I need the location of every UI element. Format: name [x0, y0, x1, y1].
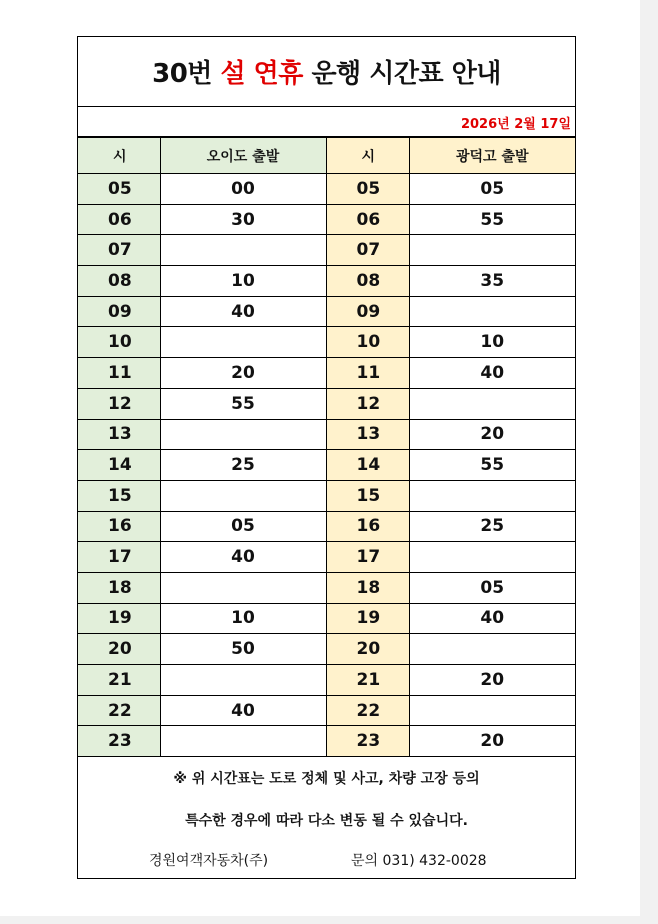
title-holiday: 설 연휴 — [220, 59, 303, 89]
hour-cell-right: 11 — [326, 358, 409, 389]
hour-cell-right: 16 — [326, 511, 409, 542]
departure-cell-gwangdeok: 40 — [409, 603, 575, 634]
table-row — [78, 388, 575, 419]
departure-cell-oido: 40 — [160, 542, 326, 573]
hour-cell-left: 17 — [78, 542, 160, 573]
table-row — [78, 665, 575, 696]
departure-cell-oido — [160, 235, 326, 266]
departure-cell-gwangdeok — [409, 542, 575, 573]
table-row — [78, 634, 575, 665]
departure-cell-gwangdeok: 35 — [409, 266, 575, 297]
timetable-sheet — [77, 36, 576, 879]
hour-cell-right: 12 — [326, 388, 409, 419]
title-rest: 운행 시간표 안내 — [302, 59, 501, 89]
table-row — [78, 204, 575, 235]
table-row — [78, 266, 575, 297]
departure-cell-gwangdeok: 05 — [409, 572, 575, 603]
timetable — [78, 137, 575, 757]
hour-cell-left: 13 — [78, 419, 160, 450]
departure-cell-oido: 05 — [160, 511, 326, 542]
timetable-header-row — [78, 138, 575, 174]
hour-cell-left: 19 — [78, 603, 160, 634]
hour-cell-right: 23 — [326, 726, 409, 757]
departure-cell-gwangdeok: 20 — [409, 726, 575, 757]
header-gwangdeok-departure: 광덕고 출발 — [409, 138, 575, 174]
hour-cell-left: 15 — [78, 480, 160, 511]
hour-cell-left: 07 — [78, 235, 160, 266]
hour-cell-left: 12 — [78, 388, 160, 419]
hour-cell-right: 08 — [326, 266, 409, 297]
departure-cell-oido — [160, 419, 326, 450]
hour-cell-right: 18 — [326, 572, 409, 603]
table-row — [78, 174, 575, 205]
departure-cell-gwangdeok: 10 — [409, 327, 575, 358]
table-row — [78, 603, 575, 634]
window-edge — [640, 0, 658, 924]
hour-cell-left: 09 — [78, 296, 160, 327]
table-row — [78, 419, 575, 450]
header-hour-right: 시 — [326, 138, 409, 174]
hour-cell-right: 17 — [326, 542, 409, 573]
hour-cell-left: 23 — [78, 726, 160, 757]
departure-cell-oido: 20 — [160, 358, 326, 389]
hour-cell-right: 15 — [326, 480, 409, 511]
departure-cell-oido: 40 — [160, 695, 326, 726]
hour-cell-left: 14 — [78, 450, 160, 481]
table-row — [78, 511, 575, 542]
table-row — [78, 296, 575, 327]
hour-cell-right: 06 — [326, 204, 409, 235]
notice-line-1: ※ 위 시간표는 도로 정체 및 사고, 차량 고장 등의 — [173, 771, 480, 787]
hour-cell-right: 21 — [326, 665, 409, 696]
departure-cell-gwangdeok: 20 — [409, 665, 575, 696]
departure-cell-oido — [160, 665, 326, 696]
page-title — [78, 37, 575, 107]
header-oido-departure: 오이도 출발 — [160, 138, 326, 174]
hour-cell-right: 19 — [326, 603, 409, 634]
hour-cell-right: 13 — [326, 419, 409, 450]
hour-cell-left: 21 — [78, 665, 160, 696]
departure-cell-oido: 25 — [160, 450, 326, 481]
departure-cell-oido — [160, 327, 326, 358]
contact-phone: 문의 031) 432-0028 — [351, 853, 487, 869]
departure-cell-oido — [160, 572, 326, 603]
hour-cell-right: 10 — [326, 327, 409, 358]
table-row — [78, 480, 575, 511]
departure-cell-oido: 10 — [160, 603, 326, 634]
departure-cell-gwangdeok: 55 — [409, 450, 575, 481]
table-row — [78, 358, 575, 389]
hour-cell-left: 05 — [78, 174, 160, 205]
departure-cell-oido: 00 — [160, 174, 326, 205]
departure-cell-gwangdeok: 55 — [409, 204, 575, 235]
hour-cell-right: 22 — [326, 695, 409, 726]
hour-cell-left: 10 — [78, 327, 160, 358]
date-row — [78, 107, 575, 137]
table-row — [78, 726, 575, 757]
hour-cell-right: 07 — [326, 235, 409, 266]
table-row — [78, 542, 575, 573]
departure-cell-oido — [160, 480, 326, 511]
departure-cell-gwangdeok — [409, 480, 575, 511]
table-row — [78, 572, 575, 603]
hour-cell-left: 16 — [78, 511, 160, 542]
hour-cell-left: 22 — [78, 695, 160, 726]
hour-cell-right: 05 — [326, 174, 409, 205]
hour-cell-left: 11 — [78, 358, 160, 389]
hour-cell-right: 20 — [326, 634, 409, 665]
departure-cell-gwangdeok — [409, 388, 575, 419]
departure-cell-gwangdeok — [409, 235, 575, 266]
departure-cell-oido: 40 — [160, 296, 326, 327]
hour-cell-right: 09 — [326, 296, 409, 327]
departure-cell-gwangdeok: 25 — [409, 511, 575, 542]
departure-cell-gwangdeok — [409, 634, 575, 665]
hour-cell-left: 06 — [78, 204, 160, 235]
departure-cell-gwangdeok — [409, 296, 575, 327]
departure-cell-oido: 10 — [160, 266, 326, 297]
hour-cell-left: 08 — [78, 266, 160, 297]
table-row — [78, 327, 575, 358]
departure-cell-oido: 55 — [160, 388, 326, 419]
departure-cell-oido: 50 — [160, 634, 326, 665]
departure-cell-gwangdeok: 20 — [409, 419, 575, 450]
title-route: 30번 — [152, 59, 221, 89]
effective-date: 2026년 2월 17일 — [460, 117, 571, 132]
departure-cell-gwangdeok: 05 — [409, 174, 575, 205]
hour-cell-left: 18 — [78, 572, 160, 603]
hour-cell-right: 14 — [326, 450, 409, 481]
hour-cell-left: 20 — [78, 634, 160, 665]
departure-cell-oido — [160, 726, 326, 757]
company-name: 경원여객자동차(주) — [149, 853, 269, 869]
table-row — [78, 695, 575, 726]
departure-cell-gwangdeok — [409, 695, 575, 726]
table-row — [78, 235, 575, 266]
header-hour-left: 시 — [78, 138, 160, 174]
table-row — [78, 450, 575, 481]
departure-cell-gwangdeok: 40 — [409, 358, 575, 389]
notice-line-2: 특수한 경우에 따라 다소 변동 될 수 있습니다. — [185, 813, 468, 829]
departure-cell-oido: 30 — [160, 204, 326, 235]
